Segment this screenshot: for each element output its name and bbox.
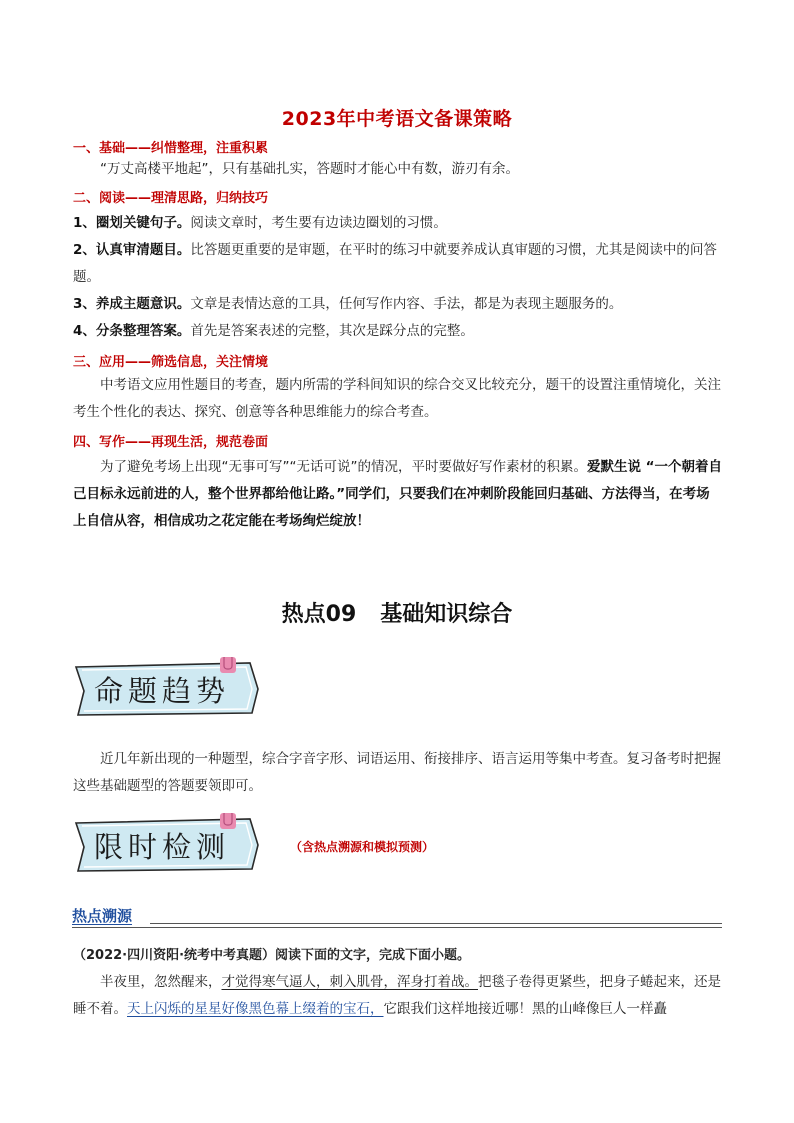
passage-plain: 把毯子卷得更紧些，把身子蜷起来，还是睡不着。: [73, 974, 721, 1017]
item-text: 文章是表情达意的工具，任何写作内容、手法，都是为表现主题服务的。: [190, 296, 623, 312]
trend-badge: [72, 657, 262, 719]
passage-plain: 它跟我们这样地接近哪！黑的山峰像巨人一样矗: [383, 1001, 667, 1017]
passage-underlined: 才觉得寒气逼人，刺入肌骨，浑身打着战。: [221, 974, 478, 990]
section-3-text: 中考语文应用性题目的考查，题内所需的学科间知识的综合交叉比较充分，题干的设置注重情境化，关注考生个性化的表达、探究、创意等各种思维能力的综合考查。: [73, 377, 721, 420]
section-1-text: “万丈高楼平地起”，只有基础扎实，答题时才能心中有数，游刃有余。: [100, 161, 519, 177]
divider: [72, 927, 722, 928]
hot-topic-name: 基础知识综合: [380, 602, 513, 627]
section-4-text: [73, 454, 723, 535]
test-badge-note: （含热点溯源和模拟预测）: [290, 840, 435, 854]
item-lead: 4、分条整理答案。: [73, 323, 191, 339]
test-badge: [72, 813, 262, 875]
question-intro: （2022·四川资阳·统考中考真题）阅读下面的文字，完成下面小题。: [73, 948, 471, 963]
section-2-item-4: [73, 318, 723, 345]
section-4-text-a: 为了避免考场上出现“无事可写”“无话可说”的情况，平时要做好写作素材的积累。: [100, 459, 587, 475]
item-text: 比答题更重要的是审题，在平时的练习中就要养成认真审题的习惯，尤其是阅读中的问答题。: [73, 242, 717, 285]
trend-badge-label: 命题趋势: [94, 674, 231, 708]
passage-text: [73, 969, 723, 1023]
section-2-item-2: [73, 237, 723, 291]
section-2-title: 二、阅读——理清思路，归纳技巧: [73, 191, 269, 206]
source-heading: 热点溯源: [72, 907, 133, 925]
section-3-title: 三、应用——筛选信息，关注情境: [73, 355, 269, 370]
section-2-item-3: [73, 291, 723, 318]
section-4-text-b: 爱默生说 “一个朝着自己目标永远前进的人，整个世界都给他让路。”同学们，只要我们在冲刺阶段能回归基础、方法得当，在考场上自信从容，相信成功之花定能在考场绚烂绽放！: [73, 459, 723, 529]
passage-plain: 半夜里，忽然醒来，: [100, 974, 222, 990]
item-text: 阅读文章时，考生要有边读边圈划的习惯。: [190, 215, 447, 231]
trend-text: 近几年新出现的一种题型，综合字音字形、词语运用、衔接排序、语言运用等集中考查。复习备考时把握这些基础题型的答题要领即可。: [73, 751, 721, 794]
test-badge-label: 限时检测: [94, 830, 231, 864]
hot-topic-number: 热点09: [281, 602, 357, 627]
item-lead: 3、养成主题意识。: [73, 296, 191, 312]
item-lead: 1、圈划关键句子。: [73, 215, 191, 231]
passage-underlined-highlight: 天上闪烁的星星好像黑色幕上缀着的宝石，: [127, 1001, 384, 1017]
hot-topic-title: [0, 597, 794, 628]
section-2-item-1: [73, 210, 723, 237]
item-text: 首先是答案表述的完整，其次是踩分点的完整。: [190, 323, 474, 339]
section-4-title: 四、写作——再现生活，规范卷面: [73, 435, 269, 450]
section-1-title: 一、基础——纠惜整理，注重积累: [73, 141, 269, 156]
document-title: 2023年中考语文备课策略: [281, 108, 513, 130]
divider: [150, 923, 722, 924]
item-lead: 2、认真审清题目。: [73, 242, 191, 258]
